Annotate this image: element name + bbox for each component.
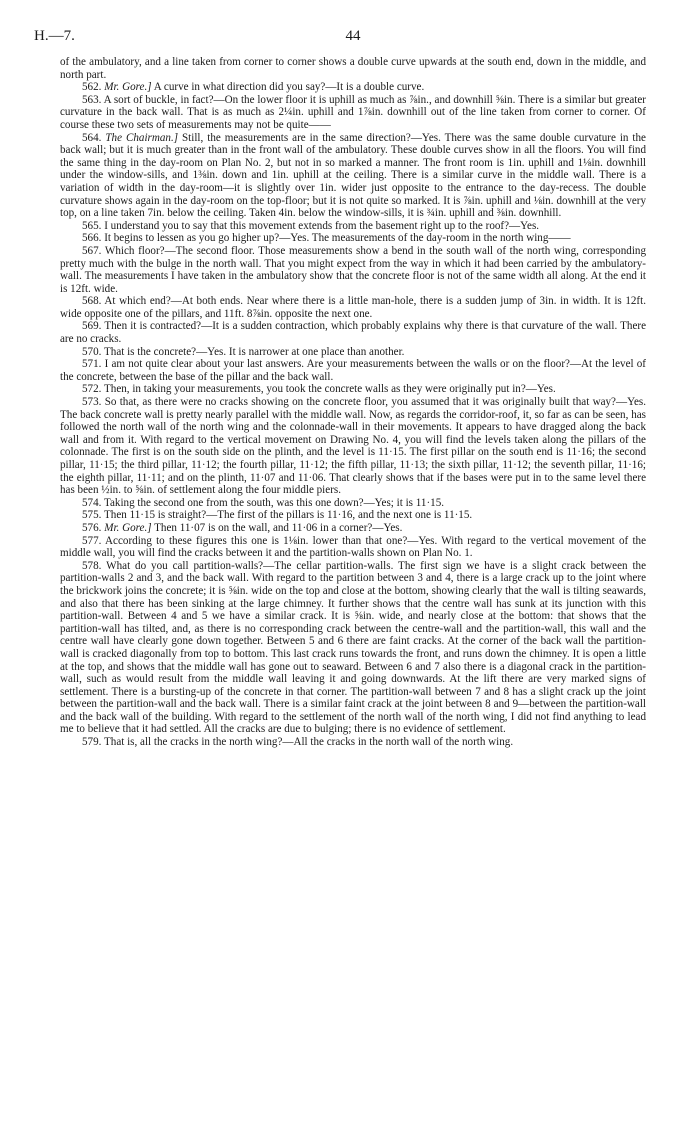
paragraph-text: It begins to lessen as you go higher up?—Yes. The measurements of the day-room in the north wing——	[104, 232, 571, 245]
speaker-label: Mr. Gore.]	[104, 81, 152, 94]
question-number: 578.	[82, 559, 102, 572]
question-number: 571.	[82, 358, 102, 371]
question-565	[60, 220, 646, 233]
question-562	[60, 81, 646, 94]
paragraph-text: So that, as there were no cracks showing on the concrete floor, you assumed that it was originally built that way?—Yes. The back concrete wall is pretty nearly parallel with the middle wall. Now, as regards the corridor-roof, it, so far as can be seen, has followed the north wall of the north wing and the colonnade-wall in their movements. It appears to have dragged along the back wall and from it. With regard to the vertical movement on Drawing No. 4, you will find the levels taken along the pillars of the colonnade. The first is on the south side on the plinth, and the level is 11·15. The first pillar on the south end is 11·16; the second pillar, 11·15; the third pillar, 11·12; the fourth pillar, 11·12; the fifth pillar, 11·13; the sixth pillar, 11·12; the seventh pillar, 11·16; the eighth pillar, 11·11; and on the plinth, 11·07 and 11·06. That clearly shows that if the bases were put in to the same level there has been ½in. to ⅝in. of settlement along the four middle piers.	[60, 396, 646, 497]
question-573	[60, 396, 646, 497]
speaker-label: The Chairman.]	[105, 131, 179, 144]
question-567	[60, 245, 646, 295]
question-576	[60, 522, 646, 535]
question-number: 562.	[82, 81, 102, 94]
body-text	[60, 56, 646, 749]
question-571	[60, 358, 646, 383]
question-number: 574.	[82, 496, 102, 509]
question-number: 566.	[82, 232, 102, 245]
question-575	[60, 509, 646, 522]
paragraph-text: I understand you to say that this movement extends from the basement right up to the roof?—Yes.	[104, 219, 540, 232]
paragraph-text: Still, the measurements are in the same direction?—Yes. There was the same double curvature in the back wall; but it is much greater than in the front wall of the ambulatory. These double curves show in all the floors. You will find the same thing in the day-room on Plan No. 2, but not in so marked a manner. The front room is 1in. uphill and 1⅛in. downhill under the window-sills, and 1⅜in. down and 1in. uphill at the ceiling. There is a similar curve in the middle wall. There is a variation of width in the day-room—it is slightly over 1in. wider just opposite to the entrance to the day-recess. The double curvature shows again in the day-room on the top-floor; but it is not quite so marked. It is ⅞in. uphill and ⅛in. downhill at the very top, on a line taken 7in. below the ceiling. Taken 4in. below the window-sills, it is ¾in. uphill and ⅜in. downhill.	[60, 131, 646, 220]
question-570	[60, 346, 646, 359]
question-564	[60, 132, 646, 220]
page-number: 44	[345, 28, 361, 44]
question-number: 576.	[82, 521, 102, 534]
speaker-label: Mr. Gore.]	[104, 521, 152, 534]
question-number: 579.	[82, 736, 102, 749]
paragraph-text: Then, in taking your measurements, you took the concrete walls as they were originally put in?—Yes.	[104, 383, 556, 396]
question-number: 570.	[82, 345, 102, 358]
question-number: 577.	[82, 534, 102, 547]
paragraph-text: Then 11·15 is straight?—The first of the pillars is 11·16, and the next one is 11·15.	[104, 509, 473, 522]
document-reference: H.—7.	[34, 28, 75, 44]
paragraph-text: What do you call partition-walls?—The cellar partition-walls. The first sign we have is a slight crack between the partition-walls 2 and 3, and the back wall. With regard to the partition between 3 and 4, there is a large crack up to the joint where the brickwork joins the concrete; it is ⅝in. wide on the top and close at the bottom, showing clearly that the wall is tilting seawards, and also that there has been sinking at the large chimney. It further shows that the centre wall has sunk at its junction with this partition-wall. Between 4 and 5 we have a similar crack. It is ⅝in. wide, and nearly close at the bottom: that shows that the partition-wall has tilted, and, as there is no corresponding crack between the centre-wall and the partition-wall, this wall and the centre wall have clearly gone down together. Between 5 and 6 there are faint cracks. At the corner of the back wall the partition-wall is cracked diagonally from top to bottom. This last crack runs towards the front, and runs down the chimney. It is open a little at the top, and shows that the middle wall has gone out to seaward. Between 6 and 7 also there is a diagonal crack in the partition-wall, such as would result from the middle wall leaving it and going downwards. At the lift there are very marked signs of settlement. There is a bursting-up of the concrete in that corner. The partition-wall between 7 and 8 has a slight crack up the joint between the partition-wall and the back wall. There is a similar faint crack at the joint between 8 and 9—between the partition-wall and the back wall of the building. With regard to the settlement of the north wall of the north wing, I did not find anything to lead me to believe that it had settled. All the cracks are due to bulging; there is no evidence of settlement.	[60, 559, 647, 736]
question-568	[60, 295, 646, 320]
question-563	[60, 94, 646, 132]
paragraph-text: Which floor?—The second floor. Those measurements show a bend in the south wall of the north wing, corresponding pretty much with the bulge in the north wall. That you might expect from the way in which it had been carried by the ambulatory-wall. The measurements I have taken in the ambulatory show that the concrete floor is not of the same width all along. At the end it is 12ft. wide.	[60, 244, 646, 295]
paragraph-text: Then it is contracted?—It is a sudden contraction, which probably explains why there is that curvature of the wall. There are no cracks.	[60, 320, 646, 346]
paragraph-text: A curve in what direction did you say?—It is a double curve.	[153, 81, 425, 94]
paragraph-text: That is the concrete?—Yes. It is narrower at one place than another.	[104, 345, 405, 358]
paragraph-text: of the ambulatory, and a line taken from corner to corner shows a double curve upwards at the south end, down in the middle, and north part.	[60, 56, 646, 81]
question-566	[60, 232, 646, 245]
paragraph-text: A sort of buckle, in fact?—On the lower floor it is uphill as much as ⅞in., and downhill ⅝in. There is a similar but greater curvature in the back wall. That is as much as 2¼in. uphill and 1⅞in. downhill out of the line taken from corner to corner. Of course these two sets of measurements may not be quite——	[60, 93, 646, 131]
question-569	[60, 320, 646, 345]
paragraph-text: At which end?—At both ends. Near where there is a little man-hole, there is a sudden jump of 3in. in width. It is 12ft. wide opposite one of the pillars, and 11ft. 8⅞in. opposite the next one.	[60, 295, 646, 320]
question-number: 573.	[82, 396, 102, 409]
paragraph-text: Then 11·07 is on the wall, and 11·06 in a corner?—Yes.	[154, 521, 403, 534]
question-number: 568.	[82, 295, 102, 308]
question-number: 564.	[82, 131, 102, 144]
question-number: 575.	[82, 509, 102, 522]
paragraph-continuation	[60, 56, 646, 81]
question-number: 563.	[82, 93, 102, 106]
question-579	[60, 736, 646, 749]
question-574	[60, 497, 646, 510]
paragraph-text: That is, all the cracks in the north wing?—All the cracks in the north wall of the north wing.	[104, 736, 514, 749]
question-577	[60, 535, 646, 560]
paragraph-text: According to these figures this one is 1⅛in. lower than that one?—Yes. With regard to the vertical movement of the middle wall, you will find the cracks between it and the partition-walls shown on Plan No. 1.	[60, 534, 646, 560]
question-number: 567.	[82, 244, 102, 257]
question-578	[60, 560, 646, 736]
page-header	[34, 28, 646, 52]
question-number: 565.	[82, 219, 102, 232]
question-572	[60, 383, 646, 396]
paragraph-text: Taking the second one from the south, was this one down?—Yes; it is 11·15.	[104, 496, 445, 509]
paragraph-text: I am not quite clear about your last answers. Are your measurements between the walls or on the floor?—At the level of the concrete, between the base of the pillar and the back wall.	[60, 358, 647, 383]
question-number: 569.	[82, 320, 102, 333]
question-number: 572.	[82, 383, 102, 396]
